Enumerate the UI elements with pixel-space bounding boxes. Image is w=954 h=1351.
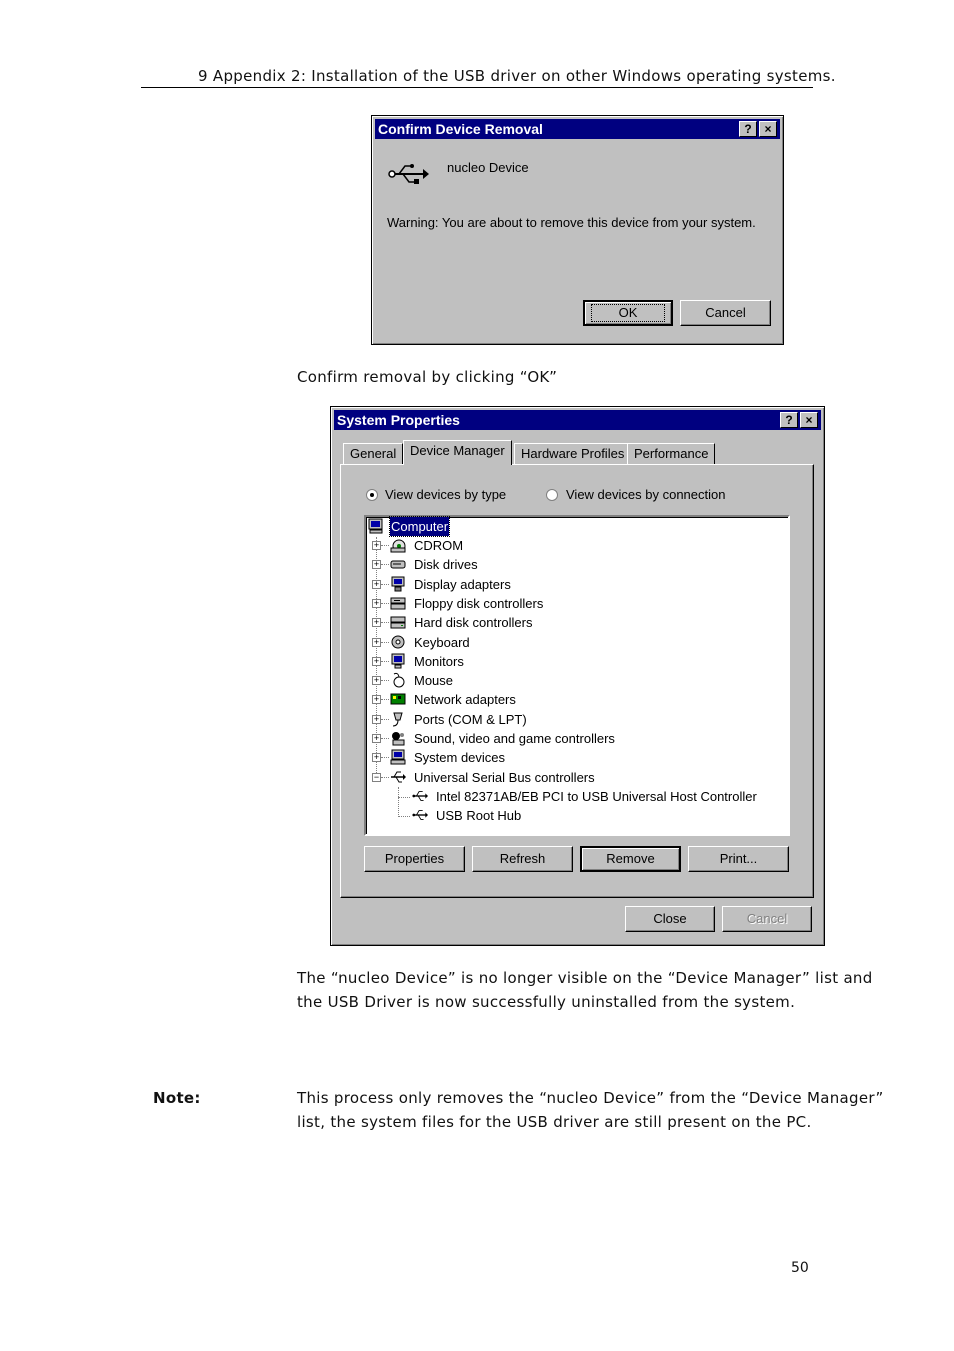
mouse-icon [390,672,406,688]
tree-item-label[interactable]: Keyboard [414,634,470,650]
system-device-icon [390,749,406,765]
tree-item-label[interactable]: System devices [414,750,506,766]
tree-line [381,738,389,739]
page-header: 9 Appendix 2: Installation of the USB driver on other Windows operating systems. [198,67,836,85]
tree-item-label[interactable]: Ports (COM & LPT) [414,711,527,727]
tree-line [381,680,389,681]
expand-icon[interactable]: + [373,733,380,743]
tree-line [381,622,389,623]
tree-line [381,545,389,546]
usb-child-label[interactable]: USB Root Hub [436,808,522,823]
remove-button[interactable]: Remove [580,846,681,872]
usb-icon [412,807,428,823]
hard-disk-controller-icon [390,614,406,630]
expand-icon[interactable]: + [373,540,380,550]
tab-hardware-profiles[interactable]: Hardware Profiles [514,443,631,465]
expand-icon[interactable]: + [373,713,380,724]
disk-drive-icon [390,556,406,572]
expand-icon[interactable]: + [373,752,380,763]
help-button[interactable]: ? [780,412,798,428]
display-adapter-icon [390,576,406,592]
cancel-dialog-button: Cancel [722,906,812,932]
expand-icon[interactable]: + [373,655,380,666]
help-button[interactable]: ? [739,121,757,137]
expand-icon[interactable]: + [373,559,380,570]
cancel-button[interactable]: Cancel [680,300,771,326]
expand-icon[interactable]: + [373,578,380,589]
tree-root-label[interactable]: Computer [391,519,449,534]
note-line-2: list, the system files for the USB driver are still present on the PC. [297,1113,812,1131]
tree-line [381,757,389,758]
keyboard-icon [390,634,406,650]
monitor-icon [390,653,406,669]
note-line-1: This process only removes the “nucleo Device” from the “Device Manager” [297,1089,884,1107]
expand-icon[interactable]: + [373,636,380,647]
collapse-icon[interactable]: − [373,771,380,782]
cdrom-icon [390,537,406,553]
note-label: Note: [153,1089,201,1107]
tab-general[interactable]: General [343,443,403,465]
view-by-connection-radio[interactable] [546,489,558,501]
device-name: nucleo Device [447,160,529,175]
view-by-type-radio[interactable] [366,489,378,501]
paragraph-line-2: the USB Driver is now successfully uninstalled from the system. [297,993,796,1011]
sound-icon [390,730,406,746]
ok-button-label: OK [591,304,666,322]
tab-performance[interactable]: Performance [627,443,715,465]
header-rule [141,87,813,88]
expand-icon[interactable]: + [373,597,380,608]
tree-line [381,603,389,604]
tree-line [398,816,410,817]
tree-line [381,777,389,778]
refresh-button[interactable]: Refresh [472,846,573,872]
paragraph-line-1: The “nucleo Device” is no longer visible on the “Device Manager” list and [297,969,873,987]
usb-icon [390,769,406,785]
view-by-connection-label[interactable]: View devices by connection [566,487,726,502]
tree-root[interactable] [366,517,788,536]
close-button[interactable]: × [759,121,777,137]
properties-button[interactable]: Properties [364,846,465,872]
usb-icon [412,788,428,804]
tree-item-label[interactable]: CDROM [414,538,464,553]
usb-child-label[interactable]: Intel 82371AB/EB PCI to USB Universal Host Controller [436,789,757,804]
page-number: 50 [791,1260,809,1276]
network-adapter-icon [390,691,406,707]
usb-icon [387,162,429,186]
system-properties-titlebar [334,410,821,430]
confirm-dialog-titlebar [375,119,780,139]
tree-line [398,787,399,817]
tab-device-manager[interactable]: Device Manager [403,440,512,465]
tree-item-label[interactable]: Network adapters [414,692,516,708]
device-tree[interactable] [364,515,790,836]
expand-icon[interactable]: + [373,694,380,705]
tree-item-label[interactable]: Disk drives [414,557,478,573]
port-icon [390,711,406,727]
system-properties-title: System Properties [337,412,460,428]
expand-icon[interactable]: + [373,617,380,628]
confirm-dialog-title: Confirm Device Removal [378,121,543,137]
expand-icon[interactable]: + [373,675,380,686]
close-dialog-button[interactable]: Close [625,906,715,932]
tree-line [381,564,389,565]
tree-line [381,642,389,643]
system-properties-dialog [330,406,825,946]
warning-text: Warning: You are about to remove this device from your system. [387,215,756,230]
close-button[interactable]: × [800,412,818,428]
tree-line [398,797,410,798]
tree-item-label[interactable]: Floppy disk controllers [414,595,544,611]
confirm-device-removal-dialog [371,115,784,345]
caption-confirm-removal: Confirm removal by clicking “OK” [297,368,558,386]
tree-line [381,584,389,585]
tree-item-label[interactable]: Sound, video and game controllers [414,731,615,746]
view-by-type-label[interactable]: View devices by type [385,487,507,502]
computer-icon [368,518,384,534]
tree-line [381,719,389,720]
floppy-controller-icon [390,595,406,611]
tree-item-label[interactable]: Mouse [414,673,454,689]
tree-item-label[interactable]: Display adapters [414,576,511,592]
tree-item-label[interactable]: Universal Serial Bus controllers [414,769,595,785]
tree-line [381,699,389,700]
ok-button[interactable] [583,300,673,326]
tree-line [381,661,389,662]
tree-item-label[interactable]: Hard disk controllers [414,615,533,631]
tree-item-label[interactable]: Monitors [414,653,464,669]
print-button[interactable]: Print... [688,846,789,872]
